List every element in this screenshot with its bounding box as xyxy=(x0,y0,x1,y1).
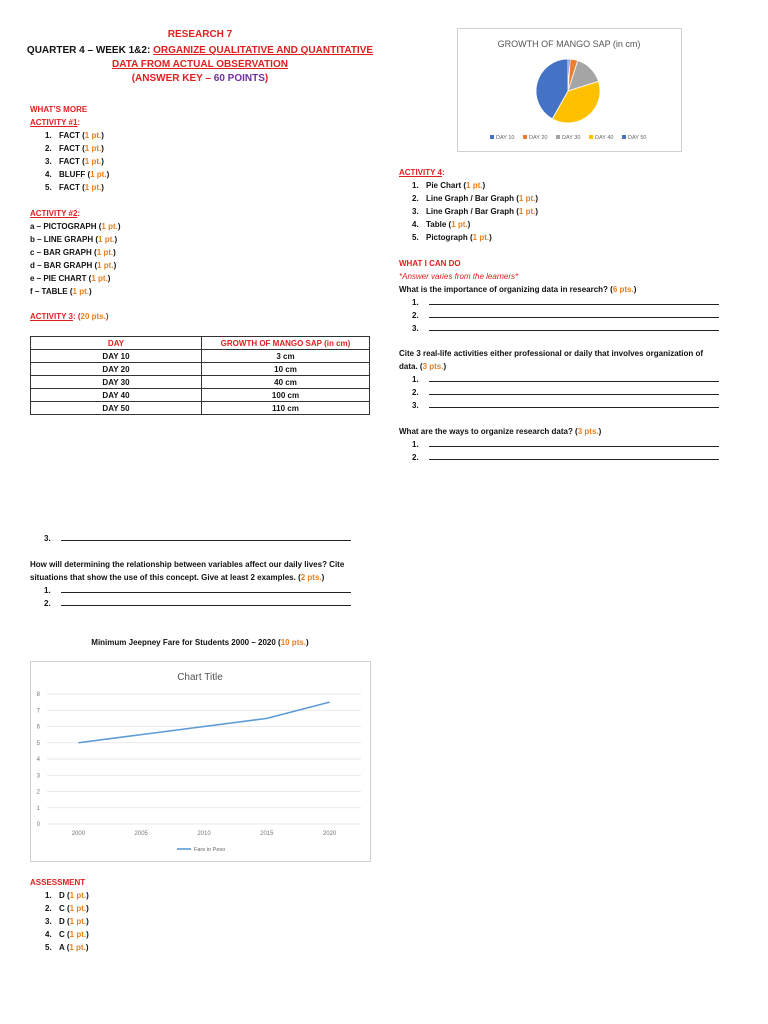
what-i-can-do-note: *Answer varies from the learners* xyxy=(399,272,519,281)
answer-row xyxy=(399,296,719,309)
item-points: 1 pt. xyxy=(97,261,114,270)
item-points: 1 pt. xyxy=(91,274,108,283)
item-close: ) xyxy=(107,274,111,283)
question-line-1: Cite 3 real-life activities either professional or daily that involves organization of xyxy=(399,349,704,358)
table-header-day: DAY xyxy=(31,337,202,350)
answer-line xyxy=(429,438,719,447)
answer-row xyxy=(399,386,719,399)
item-text: FACT ( xyxy=(59,157,85,166)
item-close: ) xyxy=(535,207,539,216)
answer-line xyxy=(429,322,719,331)
answer-line xyxy=(61,584,351,593)
answer-line xyxy=(429,309,719,318)
table-row xyxy=(31,376,370,389)
item-close: ) xyxy=(482,181,486,190)
jeepney-title xyxy=(30,636,370,649)
item-number: 3. xyxy=(412,324,419,333)
activity3-title: ACTIVITY 3 xyxy=(30,312,73,321)
item-number: 4. xyxy=(45,930,52,939)
legend-label: DAY 40 xyxy=(595,135,614,141)
item-number: 2. xyxy=(45,144,52,153)
item-close: ) xyxy=(101,157,104,166)
activity2-colon: : xyxy=(77,209,81,218)
y-tick-label: 6 xyxy=(36,724,40,731)
item-points: 1 pt. xyxy=(96,248,114,257)
item-points: 1 pt. xyxy=(90,170,107,179)
item-text: f – TABLE ( xyxy=(30,287,73,296)
mango-sap-pie-chart xyxy=(457,28,682,152)
relationship-question xyxy=(30,558,344,584)
list-item xyxy=(30,941,89,954)
mango-sap-table xyxy=(30,336,370,415)
item-text: Line Graph / Bar Graph ( xyxy=(426,207,519,216)
q3 xyxy=(399,425,719,464)
answer-row xyxy=(399,373,719,386)
question-line-1: How will determining the relationship between variables affect our daily lives? Cite xyxy=(30,560,345,569)
item-points: 1 pt. xyxy=(98,235,115,244)
x-tick-label: 2000 xyxy=(71,831,86,837)
legend-swatch xyxy=(523,135,527,139)
answer-line xyxy=(429,451,719,460)
x-tick-label: 2020 xyxy=(322,831,337,837)
item-text: C ( xyxy=(59,930,70,939)
item-close: ) xyxy=(113,261,117,270)
table-cell: DAY 20 xyxy=(31,363,202,376)
question-close: ) xyxy=(633,285,637,294)
jeepney-title-text: Minimum Jeepney Fare for Students 2000 – 2020 ( xyxy=(91,638,281,647)
item-number: 2. xyxy=(412,194,419,203)
activity2 xyxy=(30,207,121,298)
list-item xyxy=(30,220,121,233)
question-points: 3 pts. xyxy=(422,362,444,371)
activity3-points: 20 pts. xyxy=(80,312,106,321)
legend-label: Fare in Peso xyxy=(194,847,226,853)
answer-row xyxy=(399,451,719,464)
item-points: 1 pt. xyxy=(69,930,87,939)
list-item xyxy=(30,155,109,168)
question-close: ) xyxy=(443,362,447,371)
item-number: 2. xyxy=(44,599,51,608)
item-text: c – BAR GRAPH ( xyxy=(30,248,97,257)
item-close: ) xyxy=(117,222,121,231)
relationship-answer-2 xyxy=(44,597,351,610)
list-item xyxy=(30,285,121,298)
table-cell: DAY 30 xyxy=(31,376,202,389)
answer-line xyxy=(429,296,719,305)
item-text: D ( xyxy=(59,891,70,900)
series-line-fare xyxy=(78,702,329,743)
line-chart-title: Chart Title xyxy=(177,672,223,683)
answer-key-open: (ANSWER KEY – xyxy=(131,73,214,84)
answer-line xyxy=(429,386,719,395)
what-i-can-do xyxy=(399,257,719,335)
quarter-prefix: QUARTER 4 – WEEK 1&2: xyxy=(26,45,154,56)
item-number: 1. xyxy=(412,181,419,190)
item-number: 4. xyxy=(45,170,52,179)
list-item xyxy=(30,168,109,181)
legend-swatch xyxy=(622,135,626,139)
y-tick-label: 3 xyxy=(36,773,40,780)
legend-label: DAY 30 xyxy=(562,135,581,141)
list-item xyxy=(30,902,89,915)
activity4-title xyxy=(399,166,538,179)
item-points: 1 pt. xyxy=(72,287,89,296)
legend-label: DAY 10 xyxy=(496,135,515,141)
question-points: 2 pts. xyxy=(300,573,322,582)
item-text: FACT ( xyxy=(59,131,85,140)
answer-key-points: 60 POINTS xyxy=(213,73,265,84)
item-text: a – PICTOGRAPH ( xyxy=(30,222,102,231)
item-points: 1 pt. xyxy=(466,181,483,190)
item-text: BLUFF ( xyxy=(59,170,91,179)
list-item xyxy=(30,246,121,259)
list-item xyxy=(30,915,89,928)
what-i-can-do-title: WHAT I CAN DO xyxy=(399,259,461,268)
answer-row xyxy=(399,309,719,322)
y-tick-label: 5 xyxy=(36,740,40,747)
list-item xyxy=(30,259,121,272)
table-row xyxy=(31,350,370,363)
table-cell: 3 cm xyxy=(202,350,370,363)
item-close: ) xyxy=(101,183,104,192)
item-points: 1 pt. xyxy=(84,131,102,140)
item-number: 2. xyxy=(412,453,419,462)
item-number: 1. xyxy=(45,131,52,140)
answer-key-close: ) xyxy=(264,73,269,84)
item-text: FACT ( xyxy=(59,183,85,192)
activity1-title-text: ACTIVITY #1 xyxy=(30,118,78,127)
answer-row xyxy=(399,438,719,451)
question-points: 6 pts. xyxy=(612,285,634,294)
assessment-title: ASSESSMENT xyxy=(30,878,86,887)
table-cell: DAY 50 xyxy=(31,402,202,415)
y-tick-label: 7 xyxy=(36,708,40,715)
item-number: 4. xyxy=(412,220,419,229)
item-points: 1 pt. xyxy=(518,194,536,203)
item-number: 3. xyxy=(412,207,419,216)
item-points: 1 pt. xyxy=(518,207,536,216)
activity4-colon: : xyxy=(441,168,445,177)
activity1-colon: : xyxy=(77,118,81,127)
activity2-title-text: ACTIVITY #2 xyxy=(30,209,78,218)
x-tick-label: 2005 xyxy=(134,831,148,837)
item-number: 1. xyxy=(44,586,51,595)
table-cell: DAY 10 xyxy=(31,350,202,363)
activity4-title-text: ACTIVITY 4 xyxy=(399,168,442,177)
question-text: What is the importance of organizing data in research? ( xyxy=(399,285,613,294)
item-points: 1 pt. xyxy=(69,917,87,926)
item-text: FACT ( xyxy=(59,144,85,153)
question-close: ) xyxy=(598,427,602,436)
item-number: 1. xyxy=(45,891,52,900)
q2 xyxy=(399,347,719,412)
item-close: ) xyxy=(114,235,118,244)
table-header-row xyxy=(31,337,370,350)
item-text: Line Graph / Bar Graph ( xyxy=(426,194,519,203)
table-header-growth: GROWTH OF MANGO SAP (in cm) xyxy=(202,337,370,350)
topic-line-1: ORGANIZE QUALITATIVE AND QUANTITATIVE xyxy=(153,45,374,56)
table-cell: 100 cm xyxy=(202,389,370,402)
item-points: 1 pt. xyxy=(69,891,87,900)
item-close: ) xyxy=(88,287,92,296)
x-tick-label: 2010 xyxy=(197,831,211,837)
item-number: 5. xyxy=(412,233,419,242)
y-tick-label: 2 xyxy=(36,789,40,796)
jeepney-title-points: 10 pts. xyxy=(280,638,307,647)
question-line-2 xyxy=(30,571,344,584)
item-points: 1 pt. xyxy=(84,183,102,192)
activity3-close: ) xyxy=(105,312,109,321)
list-item xyxy=(30,181,109,194)
item-points: 1 pt. xyxy=(451,220,468,229)
item-number: 3. xyxy=(45,917,52,926)
item-text: Table ( xyxy=(426,220,452,229)
list-item xyxy=(399,218,538,231)
item-number: 5. xyxy=(45,943,52,952)
answer-key-heading xyxy=(0,72,400,85)
answer-row xyxy=(399,322,719,335)
item-close: ) xyxy=(86,917,89,926)
item-number: 3. xyxy=(412,401,419,410)
activity1-title xyxy=(30,116,109,129)
list-item xyxy=(399,231,538,244)
item-number: 2. xyxy=(412,311,419,320)
legend-label: DAY 20 xyxy=(529,135,548,141)
item-close: ) xyxy=(86,930,89,939)
relationship-answer-1 xyxy=(44,584,351,597)
question-line-2 xyxy=(399,360,719,373)
answer-line xyxy=(429,373,719,382)
q1 xyxy=(399,283,719,296)
assessment xyxy=(30,876,89,954)
item-number: 3. xyxy=(44,534,51,543)
item-points: 1 pt. xyxy=(69,943,86,952)
legend-swatch xyxy=(589,135,593,139)
item-points: 1 pt. xyxy=(84,144,102,153)
item-close: ) xyxy=(467,220,471,229)
item-text: C ( xyxy=(59,904,70,913)
answer-line xyxy=(429,399,719,408)
document-title: RESEARCH 7 xyxy=(167,29,233,40)
answer-line xyxy=(61,532,351,541)
y-tick-label: 1 xyxy=(36,805,40,812)
activity4 xyxy=(399,166,538,244)
item-number: 2. xyxy=(45,904,52,913)
item-text: D ( xyxy=(59,917,70,926)
list-item xyxy=(30,233,121,246)
legend-swatch xyxy=(490,135,494,139)
item-number: 3. xyxy=(45,157,52,166)
item-points: 1 pt. xyxy=(101,222,118,231)
item-close: ) xyxy=(101,131,104,140)
item-close: ) xyxy=(86,904,89,913)
list-item xyxy=(399,192,538,205)
pie-chart-svg xyxy=(458,29,681,151)
item-number: 1. xyxy=(412,440,419,449)
list-item xyxy=(30,889,89,902)
table-row xyxy=(31,402,370,415)
whats-more-heading: WHAT’S MORE xyxy=(30,105,88,114)
legend-label: DAY 50 xyxy=(628,135,647,141)
item-number: 1. xyxy=(412,375,419,384)
activity3-colon: : ( xyxy=(72,312,81,321)
table-cell: DAY 40 xyxy=(31,389,202,402)
x-tick-label: 2015 xyxy=(260,831,274,837)
answer-row xyxy=(399,399,719,412)
pie-title: GROWTH OF MANGO SAP (in cm) xyxy=(497,39,641,49)
item-number: 1. xyxy=(412,298,419,307)
item-points: 1 pt. xyxy=(472,233,490,242)
item-close: ) xyxy=(106,170,110,179)
list-item xyxy=(30,928,89,941)
question-close: ) xyxy=(321,573,325,582)
list-item xyxy=(399,179,538,192)
question-line xyxy=(399,425,719,438)
item-number: 2. xyxy=(412,388,419,397)
question-text: What are the ways to organize research data? ( xyxy=(399,427,578,436)
topic-line-2: DATA FROM ACTUAL OBSERVATION xyxy=(112,59,288,70)
jeepney-title-close: ) xyxy=(306,638,309,647)
line-chart-svg xyxy=(31,662,370,861)
item-close: ) xyxy=(113,248,116,257)
activity3-heading xyxy=(30,310,109,323)
table-row xyxy=(31,363,370,376)
question-points: 3 pts. xyxy=(577,427,599,436)
table-row xyxy=(31,389,370,402)
y-tick-label: 0 xyxy=(36,822,40,828)
continued-item-3 xyxy=(44,532,351,545)
question-text: data. ( xyxy=(399,362,423,371)
list-item xyxy=(30,129,109,142)
jeepney-fare-chart xyxy=(30,661,371,862)
item-close: ) xyxy=(101,144,104,153)
item-close: ) xyxy=(85,943,89,952)
item-number: 5. xyxy=(45,183,52,192)
item-text: Pictograph ( xyxy=(426,233,473,242)
item-points: 1 pt. xyxy=(84,157,102,166)
table-cell: 40 cm xyxy=(202,376,370,389)
answer-line xyxy=(61,597,351,606)
quarter-heading xyxy=(0,44,400,57)
item-close: ) xyxy=(86,891,89,900)
item-text: d – BAR GRAPH ( xyxy=(30,261,98,270)
item-close: ) xyxy=(489,233,492,242)
item-text: A ( xyxy=(59,943,70,952)
activity2-title xyxy=(30,207,121,220)
item-close: ) xyxy=(535,194,539,203)
item-points: 1 pt. xyxy=(69,904,87,913)
y-tick-label: 8 xyxy=(36,692,40,698)
activity1-list xyxy=(30,129,109,194)
table-cell: 10 cm xyxy=(202,363,370,376)
item-text: e – PIE CHART ( xyxy=(30,274,92,283)
item-text: Pie Chart ( xyxy=(426,181,467,190)
question-text: situations that show the use of this concept. Give at least 2 examples. ( xyxy=(30,573,301,582)
legend-swatch xyxy=(556,135,560,139)
activity1 xyxy=(30,116,109,194)
y-tick-label: 4 xyxy=(36,757,40,763)
list-item xyxy=(30,272,121,285)
item-text: b – LINE GRAPH ( xyxy=(30,235,99,244)
table-cell: 110 cm xyxy=(202,402,370,415)
list-item xyxy=(30,142,109,155)
list-item xyxy=(399,205,538,218)
